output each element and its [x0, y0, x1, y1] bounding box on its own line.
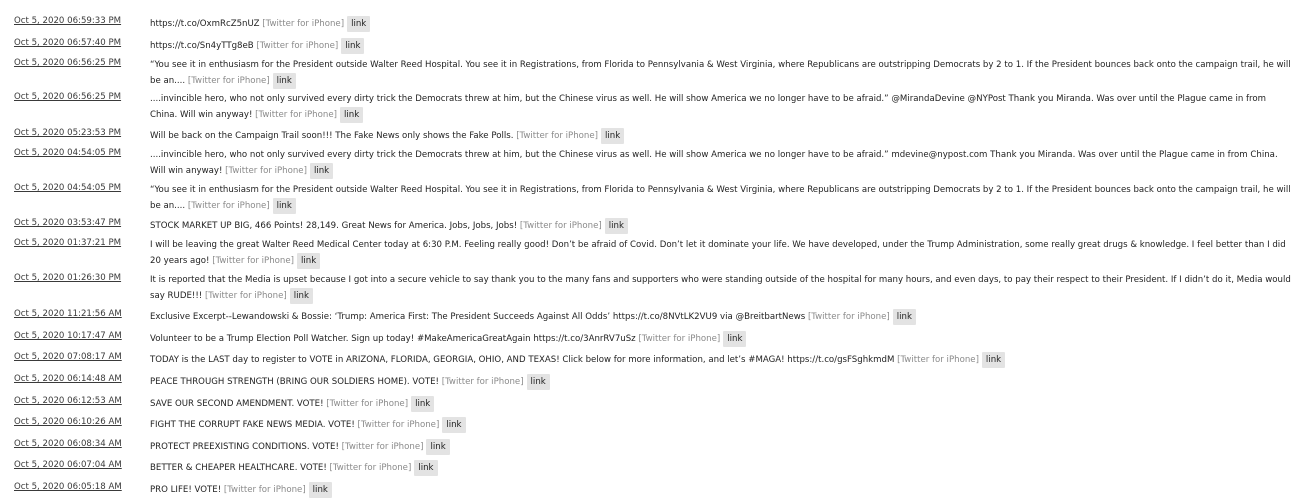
tweet-body	[150, 92, 1292, 123]
tweet-timestamp-link[interactable]: Oct 5, 2020 01:26:30 PM	[14, 273, 122, 283]
tweet-link-button[interactable]: link	[442, 417, 465, 433]
tweet-source: [Twitter for iPhone]	[329, 463, 412, 473]
tweet-link-button[interactable]: link	[297, 253, 320, 269]
tweet-body	[150, 482, 1292, 498]
tweet-link-button[interactable]: link	[273, 73, 296, 89]
tweet-source: [Twitter for iPhone]	[255, 109, 337, 120]
tweet-body	[150, 183, 1292, 214]
tweet-text: TODAY is the LAST day to register to VOTE in ARIZONA, FLORIDA, GEORGIA, OHIO, AND TEXAS! Click below for more information, and let’s #MAGA! https://t.co/gsFSghkmdM	[150, 355, 895, 365]
tweet-source: [Twitter for iPhone]	[638, 334, 721, 344]
tweet-link-button[interactable]: link	[341, 38, 364, 54]
tweet-source: [Twitter for iPhone]	[187, 200, 270, 211]
tweet-source: [Twitter for iPhone]	[212, 255, 295, 266]
tweet-source: [Twitter for iPhone]	[225, 165, 307, 176]
tweet-source: [Twitter for iPhone]	[341, 442, 424, 452]
tweet-body	[150, 309, 1292, 325]
tweet-body	[150, 128, 1292, 144]
tweet-link-button[interactable]: link	[601, 128, 624, 144]
tweet-timestamp-link[interactable]: Oct 5, 2020 06:59:33 PM	[14, 16, 122, 26]
tweet-source: [Twitter for iPhone]	[807, 312, 890, 322]
tweet-link-button[interactable]: link	[340, 107, 363, 123]
tweet-body	[150, 238, 1292, 269]
tweet-link-button[interactable]: link	[411, 396, 434, 412]
tweet-timestamp-link[interactable]: Oct 5, 2020 06:14:48 AM	[14, 374, 122, 384]
tweet-text: STOCK MARKET UP BIG, 466 Points! 28,149. Great News for America. Jobs, Jobs, Jobs!	[150, 221, 518, 231]
tweet-text: “You see it in enthusiasm for the President outside Walter Reed Hospital. You see it in Registrations, from Florida to Pennsylvania & West Virginia, where Republicans are outstripping Democrats by 2 to 1. If the President bounces back onto the campaign trail, he will be an....	[150, 185, 1291, 211]
tweet-body	[150, 38, 1292, 54]
tweet-timestamp-link[interactable]: Oct 5, 2020 07:08:17 AM	[14, 352, 122, 362]
tweet-text: It is reported that the Media is upset because I got into a secure vehicle to say thank you to the many fans and supporters who were standing outside of the hospital for many hours, and even days, to pay their respect to their President. If I didn’t do it, Media would say RUDE!!!	[150, 275, 1291, 301]
tweet-body	[150, 460, 1292, 476]
tweet-body	[150, 218, 1292, 234]
tweet-text: BETTER & CHEAPER HEALTHCARE. VOTE!	[150, 463, 327, 473]
tweet-timestamp-link[interactable]: Oct 5, 2020 10:17:47 AM	[14, 331, 122, 341]
tweet-body	[150, 273, 1292, 304]
tweet-link-button[interactable]: link	[309, 482, 332, 498]
tweet-source: [Twitter for iPhone]	[441, 377, 524, 387]
tweet-text: SAVE OUR SECOND AMENDMENT. VOTE!	[150, 399, 324, 409]
tweet-timestamp-link[interactable]: Oct 5, 2020 04:54:05 PM	[14, 183, 122, 193]
tweet-link-button[interactable]: link	[527, 374, 550, 390]
tweet-source: [Twitter for iPhone]	[357, 420, 440, 430]
tweet-text: PRO LIFE! VOTE!	[150, 485, 222, 495]
tweet-timestamp-link[interactable]: Oct 5, 2020 06:56:25 PM	[14, 92, 122, 102]
tweet-timestamp-link[interactable]: Oct 5, 2020 06:07:04 AM	[14, 460, 122, 470]
tweet-timestamp-link[interactable]: Oct 5, 2020 06:12:53 AM	[14, 396, 122, 406]
tweet-body	[150, 439, 1292, 455]
tweet-timestamp-link[interactable]: Oct 5, 2020 05:23:53 PM	[14, 128, 122, 138]
tweet-text: https://t.co/Sn4yTTg8eB	[150, 41, 254, 51]
tweet-timestamp-link[interactable]: Oct 5, 2020 06:57:40 PM	[14, 38, 122, 48]
tweet-source: [Twitter for iPhone]	[519, 221, 602, 231]
tweet-body	[150, 396, 1292, 412]
tweet-source: [Twitter for iPhone]	[204, 290, 287, 301]
tweet-text: “You see it in enthusiasm for the President outside Walter Reed Hospital. You see it in Registrations, from Florida to Pennsylvania & West Virginia, where Republicans are outstripping Democrats by 2 to 1. If the President bounces back onto the campaign trail, he will be an....	[150, 60, 1291, 86]
tweet-timestamp-link[interactable]: Oct 5, 2020 06:08:34 AM	[14, 439, 122, 449]
tweet-body	[150, 58, 1292, 89]
tweet-link-button[interactable]: link	[290, 288, 313, 304]
tweet-source: [Twitter for iPhone]	[256, 41, 339, 51]
tweet-timestamp-link[interactable]: Oct 5, 2020 06:05:18 AM	[14, 482, 122, 492]
tweet-timestamp-link[interactable]: Oct 5, 2020 11:21:56 AM	[14, 309, 122, 319]
tweet-link-button[interactable]: link	[605, 218, 628, 234]
tweet-body	[150, 148, 1292, 179]
tweet-source: [Twitter for iPhone]	[262, 19, 345, 29]
tweet-body	[150, 16, 1292, 32]
tweet-text: ....invincible hero, who not only survived every dirty trick the Democrats threw at him, but the Chinese virus as well. He will show America we no longer have to be afraid.” mdevine@nypost.com Thank you Miranda. Was over until the Plague came in from China. Will win anyway!	[150, 150, 1278, 176]
tweet-text: https://t.co/OxmRcZ5nUZ	[150, 19, 260, 29]
tweet-source: [Twitter for iPhone]	[223, 485, 306, 495]
tweet-text: Volunteer to be a Trump Election Poll Watcher. Sign up today! #MakeAmericaGreatAgain https://t.co/3AnrRV7uSz	[150, 334, 636, 344]
tweet-body	[150, 374, 1292, 390]
tweet-source: [Twitter for iPhone]	[187, 75, 270, 86]
tweet-link-button[interactable]: link	[426, 439, 449, 455]
tweet-link-button[interactable]: link	[723, 331, 746, 347]
tweet-link-button[interactable]: link	[347, 16, 370, 32]
tweet-link-button[interactable]: link	[893, 309, 916, 325]
tweet-body	[150, 417, 1292, 433]
tweet-text: ....invincible hero, who not only survived every dirty trick the Democrats threw at him, but the Chinese virus as well. He will show America we no longer have to be afraid.” @MirandaDevine @NYPost Thank you Miranda. Was over until the Plague came in from China. Will win anyway!	[150, 94, 1267, 120]
tweet-timestamp-link[interactable]: Oct 5, 2020 06:56:25 PM	[14, 58, 122, 68]
tweet-body	[150, 331, 1292, 347]
tweet-text: PEACE THROUGH STRENGTH (BRING OUR SOLDIERS HOME). VOTE!	[150, 377, 440, 387]
tweet-text: FIGHT THE CORRUPT FAKE NEWS MEDIA. VOTE!	[150, 420, 355, 430]
tweet-body	[150, 352, 1292, 368]
tweet-text: I will be leaving the great Walter Reed Medical Center today at 6:30 P.M. Feeling really good! Don’t be afraid of Covid. Don’t let it dominate your life. We have developed, under the Trump Administration, some really great drugs & knowledge. I feel better than I did 20 years ago!	[150, 240, 1286, 266]
tweet-link-button[interactable]: link	[310, 163, 333, 179]
tweet-text: Will be back on the Campaign Trail soon!!! The Fake News only shows the Fake Polls.	[150, 131, 514, 141]
tweet-text: PROTECT PREEXISTING CONDITIONS. VOTE!	[150, 442, 339, 452]
tweet-link-button[interactable]: link	[414, 460, 437, 476]
tweet-source: [Twitter for iPhone]	[326, 399, 409, 409]
tweet-timestamp-link[interactable]: Oct 5, 2020 06:10:26 AM	[14, 417, 122, 427]
tweet-timestamp-link[interactable]: Oct 5, 2020 01:37:21 PM	[14, 238, 122, 248]
tweet-timestamp-link[interactable]: Oct 5, 2020 04:54:05 PM	[14, 148, 122, 158]
tweet-source: [Twitter for iPhone]	[897, 355, 979, 365]
tweet-source: [Twitter for iPhone]	[516, 131, 598, 141]
tweet-link-button[interactable]: link	[273, 198, 296, 214]
tweet-timestamp-link[interactable]: Oct 5, 2020 03:53:47 PM	[14, 218, 122, 228]
tweet-link-button[interactable]: link	[982, 352, 1005, 368]
tweet-text: Exclusive Excerpt--Lewandowski & Bossie: ‘Trump: America First: The President Succeeds Against All Odds’ https://t.co/8NVtLK2VU9 via @BreitbartNews	[150, 312, 806, 322]
